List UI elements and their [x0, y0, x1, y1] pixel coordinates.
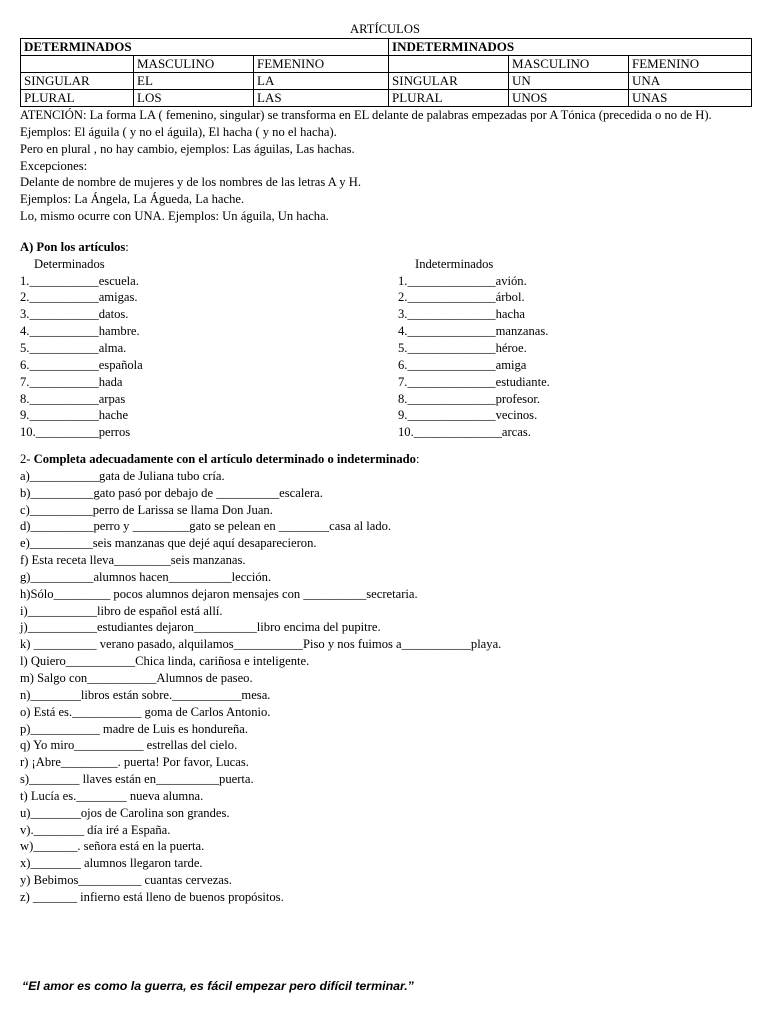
indeterminados-header: INDETERMINADOS [389, 39, 752, 56]
list-item: a)___________gata de Juliana tubo cría. [20, 468, 225, 483]
list-item: 10.______________arcas. [398, 425, 531, 440]
list-item: c)__________perro de Larissa se llama Don Juan. [20, 502, 273, 517]
list-item: 7.___________hada [20, 374, 123, 389]
table-cell: UNA [629, 73, 752, 90]
exercise-2 [20, 451, 750, 906]
table-cell: UN [509, 73, 629, 90]
list-item: 5.______________héroe. [398, 340, 527, 355]
list-item: 7.______________estudiante. [398, 374, 550, 389]
page-title: ARTÍCULOS [350, 22, 420, 36]
table-cell: SINGULAR [389, 73, 509, 90]
list-item: 8.______________profesor. [398, 391, 541, 406]
table-row [21, 90, 752, 107]
indeterminados-subheader: Indeterminados [415, 256, 494, 271]
note-paragraph: Lo, mismo ocurre con UNA. Ejemplos: Un águila, Un hacha. [20, 209, 329, 224]
list-item: t) Lucía es.________ nueva alumna. [20, 788, 204, 803]
list-item: 3.___________datos. [20, 307, 129, 322]
list-item: i)___________libro de español está allí. [20, 603, 223, 618]
list-item: 1.___________escuela. [20, 273, 139, 288]
determinados-column [20, 256, 398, 441]
list-item: o) Está es.___________ goma de Carlos Antonio. [20, 704, 271, 719]
table-cell: LA [254, 73, 389, 90]
table-cell [389, 56, 509, 73]
list-item: x)________ alumnos llegaron tarde. [20, 856, 203, 871]
table-cell: SINGULAR [21, 73, 134, 90]
table-cell: FEMENINO [254, 56, 389, 73]
table-cell: MASCULINO [509, 56, 629, 73]
list-item: r) ¡Abre_________. puerta! Por favor, Lucas. [20, 755, 249, 770]
grammar-notes [20, 107, 750, 225]
list-item: d)__________perro y _________gato se pelean en ________casa al lado. [20, 519, 392, 534]
list-item: y) Bebimos__________ cuantas cervezas. [20, 873, 232, 888]
worksheet-page [20, 21, 750, 906]
list-item: g)__________alumnos hacen__________lección. [20, 569, 272, 584]
list-item: z) _______ infierno está lleno de buenos propósitos. [20, 889, 284, 904]
list-item: 6.______________amiga [398, 357, 527, 372]
determinados-header: DETERMINADOS [21, 39, 389, 56]
note-paragraph: Pero en plural , no hay cambio, ejemplos: Las águilas, Las hachas. [20, 141, 355, 156]
table-row [21, 39, 752, 56]
list-item: p)___________ madre de Luis es hondureña. [20, 721, 249, 736]
table-cell: PLURAL [21, 90, 134, 107]
list-item: 1.______________avión. [398, 273, 527, 288]
table-cell: UNAS [629, 90, 752, 107]
list-item: 10.__________perros [20, 425, 131, 440]
table-cell: PLURAL [389, 90, 509, 107]
table-cell: LOS [134, 90, 254, 107]
list-item: v).________ día iré a España. [20, 822, 171, 837]
table-row [21, 73, 752, 90]
note-paragraph: Excepciones: [20, 158, 88, 173]
exercise-a [20, 239, 750, 441]
list-item: j)___________estudiantes dejaron__________libro encima del pupitre. [20, 620, 381, 635]
note-paragraph: Ejemplos: La Ángela, La Águeda, La hache. [20, 192, 245, 207]
list-item: 9.______________vecinos. [398, 408, 538, 423]
list-item: 2.______________árbol. [398, 290, 525, 305]
exercise-2-title: 2- Completa adecuadamente con el artículo determinado o indeterminado: [20, 452, 420, 467]
table-row [21, 56, 752, 73]
list-item: f) Esta receta lleva_________seis manzanas. [20, 553, 246, 568]
list-item: m) Salgo con___________Alumnos de paseo. [20, 671, 253, 685]
list-item: 8.___________arpas [20, 391, 126, 406]
table-cell: LAS [254, 90, 389, 107]
list-item: e)__________seis manzanas que dejé aquí desaparecieron. [20, 536, 317, 551]
indeterminados-column [398, 256, 750, 441]
table-cell: EL [134, 73, 254, 90]
articles-table [20, 38, 752, 107]
note-paragraph: ATENCIÓN: La forma LA ( femenino, singular) se transforma en EL delante de palabras empezadas por A Tónica (precedida o no de H). Ejemplos: El águila ( y no el águila), El hacha ( y no el hacha). [20, 108, 712, 139]
list-item: 3.______________hacha [398, 307, 525, 322]
list-item: 9.___________hache [20, 408, 129, 423]
list-item: q) Yo miro___________ estrellas del cielo. [20, 738, 238, 753]
closing-quote: “El amor es como la guerra, es fácil empezar pero difícil terminar.” [22, 979, 414, 993]
table-cell: FEMENINO [629, 56, 752, 73]
list-item: k) __________ verano pasado, alquilamos___________Piso y nos fuimos a___________playa. [20, 637, 502, 652]
list-item: s)________ llaves están en__________puerta. [20, 772, 254, 787]
table-cell: UNOS [509, 90, 629, 107]
list-item: u)________ojos de Carolina son grandes. [20, 805, 230, 820]
list-item: 5.___________alma. [20, 340, 127, 355]
list-item: n)________libros están sobre.___________mesa. [20, 687, 271, 702]
list-item: b)__________gato pasó por debajo de __________escalera. [20, 485, 323, 500]
list-item: 2.___________amigas. [20, 290, 138, 305]
list-item: l) Quiero___________Chica linda, cariñosa e inteligente. [20, 654, 310, 669]
list-item: 4.______________manzanas. [398, 324, 549, 339]
table-cell [21, 56, 134, 73]
exercise-a-columns [20, 256, 750, 441]
determinados-subheader: Determinados [34, 256, 105, 271]
list-item: 6.___________española [20, 357, 143, 372]
list-item: 4.___________hambre. [20, 324, 140, 339]
note-paragraph: Delante de nombre de mujeres y de los nombres de las letras A y H. [20, 175, 361, 190]
list-item: w)_______. señora está en la puerta. [20, 839, 205, 854]
list-item: h)Sólo_________ pocos alumnos dejaron mensajes con __________secretaria. [20, 586, 418, 601]
exercise-a-title: A) Pon los artículos: [20, 239, 129, 254]
table-cell: MASCULINO [134, 56, 254, 73]
